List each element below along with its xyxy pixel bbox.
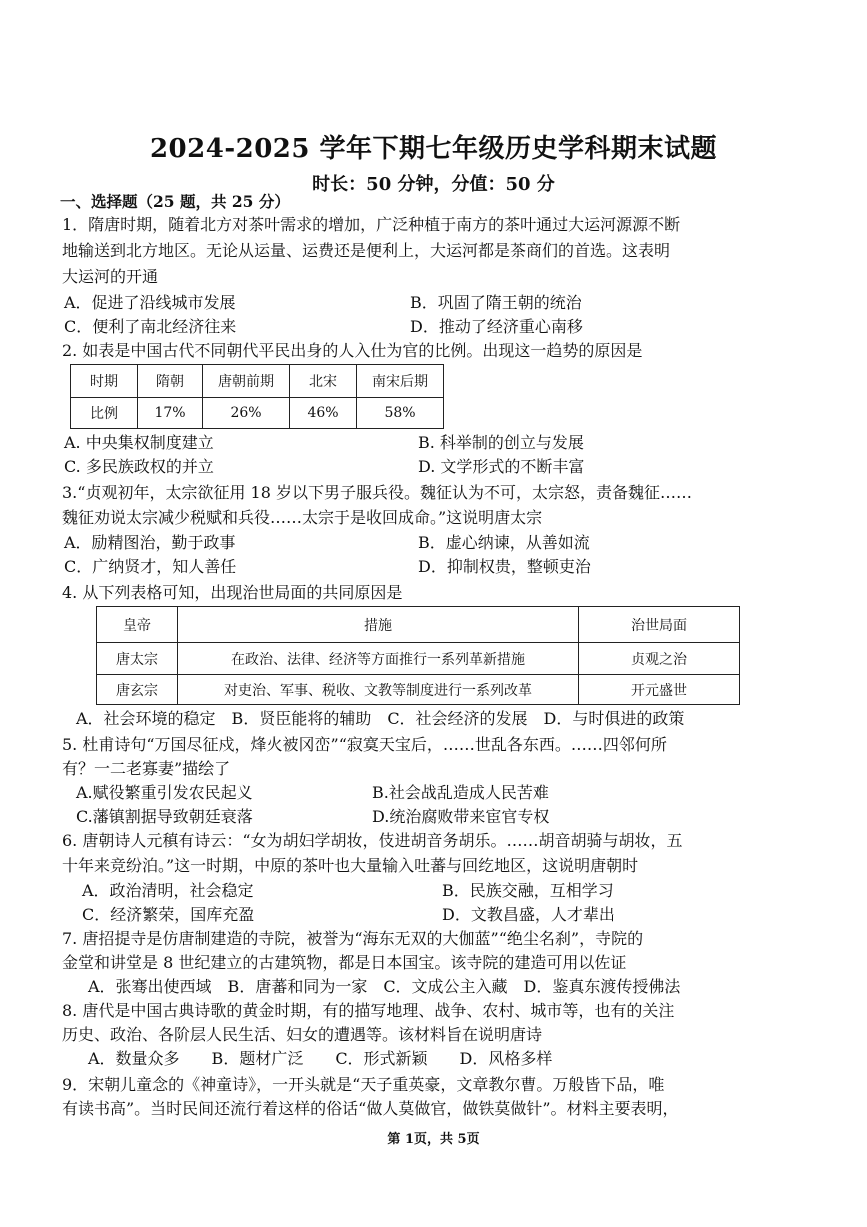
q6-stem-line-1: 6. 唐朝诗人元稹有诗云：“女为胡妇学胡妆，伎进胡音务胡乐。……胡音胡骑与胡妆，五 bbox=[62, 831, 683, 850]
q1-stem-line-2: 地输送到北方地区。无论从运量、运费还是便利上，大运河都是茶商们的首选。这表明 bbox=[62, 241, 671, 260]
q4-cell: 唐玄宗 bbox=[97, 675, 178, 705]
q5-option-c: C.藩镇割据导致朝廷衰落 bbox=[76, 807, 253, 826]
q4-header-cell: 皇帝 bbox=[97, 607, 178, 643]
q8-stem-line-2: 历史、政治、各阶层人民生活、妇女的遭遇等。该材料旨在说明唐诗 bbox=[62, 1025, 543, 1044]
section-heading: 一、选择题（25 题，共 25 分） bbox=[60, 192, 290, 211]
q2-cell: 17% bbox=[138, 398, 203, 429]
q3-stem-line-1: 3.“贞观初年，太宗欲征用 18 岁以下男子服兵役。魏征认为不可，太宗怒，责备魏征…… bbox=[62, 483, 692, 502]
q2-option-c: C. 多民族政权的并立 bbox=[64, 457, 214, 476]
q4-table-header-row bbox=[97, 607, 740, 643]
q1-option-c: C．便利了南北经济往来 bbox=[64, 317, 237, 336]
q2-header-cell: 时期 bbox=[71, 365, 138, 398]
q4-table bbox=[96, 606, 740, 705]
q2-cell: 46% bbox=[290, 398, 357, 429]
q1-option-a: A．促进了沿线城市发展 bbox=[64, 293, 236, 312]
q9-stem-line-2: 有读书高”。当时民间还流行着这样的俗话“做人莫做官，做铁莫做针”。材料主要表明， bbox=[62, 1099, 679, 1118]
q5-stem-line-2: 有？一二老寡妻”描绘了 bbox=[62, 759, 231, 778]
q1-option-d: D．推动了经济重心南移 bbox=[410, 317, 583, 336]
q1-stem-line-1: 1．隋唐时期，随着北方对茶叶需求的增加，广泛种植于南方的茶叶通过大运河源源不断 bbox=[62, 215, 681, 234]
q2-header-cell: 唐朝前期 bbox=[203, 365, 290, 398]
q3-stem-line-2: 魏征劝说太宗减少税赋和兵役……太宗于是收回成命。”这说明唐太宗 bbox=[62, 508, 543, 527]
q3-option-d: D．抑制权贵，整顿吏治 bbox=[418, 557, 591, 576]
q6-stem-line-2: 十年来竞纷泊。”这一时期，中原的茶叶也大量输入吐蕃与回纥地区，这说明唐朝时 bbox=[62, 856, 639, 875]
q4-cell: 对吏治、军事、税收、文教等制度进行一系列改革 bbox=[178, 675, 579, 705]
q4-options: A．社会环境的稳定 B．贤臣能将的辅助 C．社会经济的发展 D．与时俱进的政策 bbox=[76, 709, 685, 728]
q6-option-d: D．文教昌盛，人才辈出 bbox=[442, 905, 615, 924]
exam-subtitle: 时长：50 分钟，分值：50 分 bbox=[312, 174, 555, 195]
q5-option-b: B.社会战乱造成人民苦难 bbox=[372, 783, 549, 802]
q2-header-cell: 南宋后期 bbox=[357, 365, 444, 398]
page-footer: 第 1页，共 5页 bbox=[387, 1132, 480, 1147]
q2-table-header-row bbox=[71, 365, 444, 398]
q5-stem-line-1: 5. 杜甫诗句“万国尽征戍，烽火被冈峦”“寂寞天宝后，……世乱各东西。……四邻何所 bbox=[62, 735, 667, 754]
q4-cell: 开元盛世 bbox=[579, 675, 740, 705]
q2-option-b: B. 科举制的创立与发展 bbox=[418, 433, 584, 452]
q9-stem-line-1: 9．宋朝儿童念的《神童诗》，一开头就是“天子重英豪，文章教尔曹。万般皆下品，唯 bbox=[62, 1075, 665, 1094]
q3-option-c: C．广纳贤才，知人善任 bbox=[64, 557, 237, 576]
q2-cell: 26% bbox=[203, 398, 290, 429]
q1-stem-line-3: 大运河的开通 bbox=[62, 267, 159, 286]
q4-table-row bbox=[97, 643, 740, 675]
q2-table-row bbox=[71, 398, 444, 429]
q4-cell: 贞观之治 bbox=[579, 643, 740, 675]
q6-option-b: B．民族交融，互相学习 bbox=[442, 881, 614, 900]
q2-header-cell: 北宋 bbox=[290, 365, 357, 398]
q7-stem-line-1: 7. 唐招提寺是仿唐制建造的寺院，被誉为“海东无双的大伽蓝”“绝尘名刹”，寺院的 bbox=[62, 929, 644, 948]
q5-option-a: A.赋役繁重引发农民起义 bbox=[76, 783, 253, 802]
q2-option-a: A. 中央集权制度建立 bbox=[64, 433, 214, 452]
q4-cell: 在政治、法律、经济等方面推行一系列革新措施 bbox=[178, 643, 579, 675]
q6-option-a: A．政治清明，社会稳定 bbox=[82, 881, 254, 900]
q2-header-cell: 隋朝 bbox=[138, 365, 203, 398]
q4-cell: 唐太宗 bbox=[97, 643, 178, 675]
q4-header-cell: 治世局面 bbox=[579, 607, 740, 643]
q2-cell: 比例 bbox=[71, 398, 138, 429]
q3-option-b: B．虚心纳谏，从善如流 bbox=[418, 533, 590, 552]
q4-header-cell: 措施 bbox=[178, 607, 579, 643]
q2-cell: 58% bbox=[357, 398, 444, 429]
q7-stem-line-2: 金堂和讲堂是 8 世纪建立的古建筑物，都是日本国宝。该寺院的建造可用以佐证 bbox=[62, 953, 627, 972]
q1-option-b: B．巩固了隋王朝的统治 bbox=[410, 293, 582, 312]
exam-title: 2024-2025 学年下期七年级历史学科期末试题 bbox=[149, 134, 718, 164]
q2-table bbox=[70, 364, 444, 429]
q7-options: A．张骞出使西域 B．唐蕃和同为一家 C．文成公主入藏 D．鉴真东渡传授佛法 bbox=[88, 977, 681, 996]
q2-option-d: D. 文学形式的不断丰富 bbox=[418, 457, 585, 476]
q3-option-a: A．励精图治，勤于政事 bbox=[64, 533, 236, 552]
q4-stem: 4. 从下列表格可知，出现治世局面的共同原因是 bbox=[62, 583, 403, 602]
q6-option-c: C．经济繁荣，国库充盈 bbox=[82, 905, 255, 924]
q8-stem-line-1: 8. 唐代是中国古典诗歌的黄金时期，有的描写地理、战争、农村、城市等，也有的关注 bbox=[62, 1001, 675, 1020]
q4-table-row bbox=[97, 675, 740, 705]
q5-option-d: D.统治腐败带来宦官专权 bbox=[372, 807, 550, 826]
q8-options: A．数量众多 B．题材广泛 C．形式新颖 D．风格多样 bbox=[88, 1049, 553, 1068]
q2-stem: 2. 如表是中国古代不同朝代平民出身的人入仕为官的比例。出现这一趋势的原因是 bbox=[62, 341, 643, 360]
